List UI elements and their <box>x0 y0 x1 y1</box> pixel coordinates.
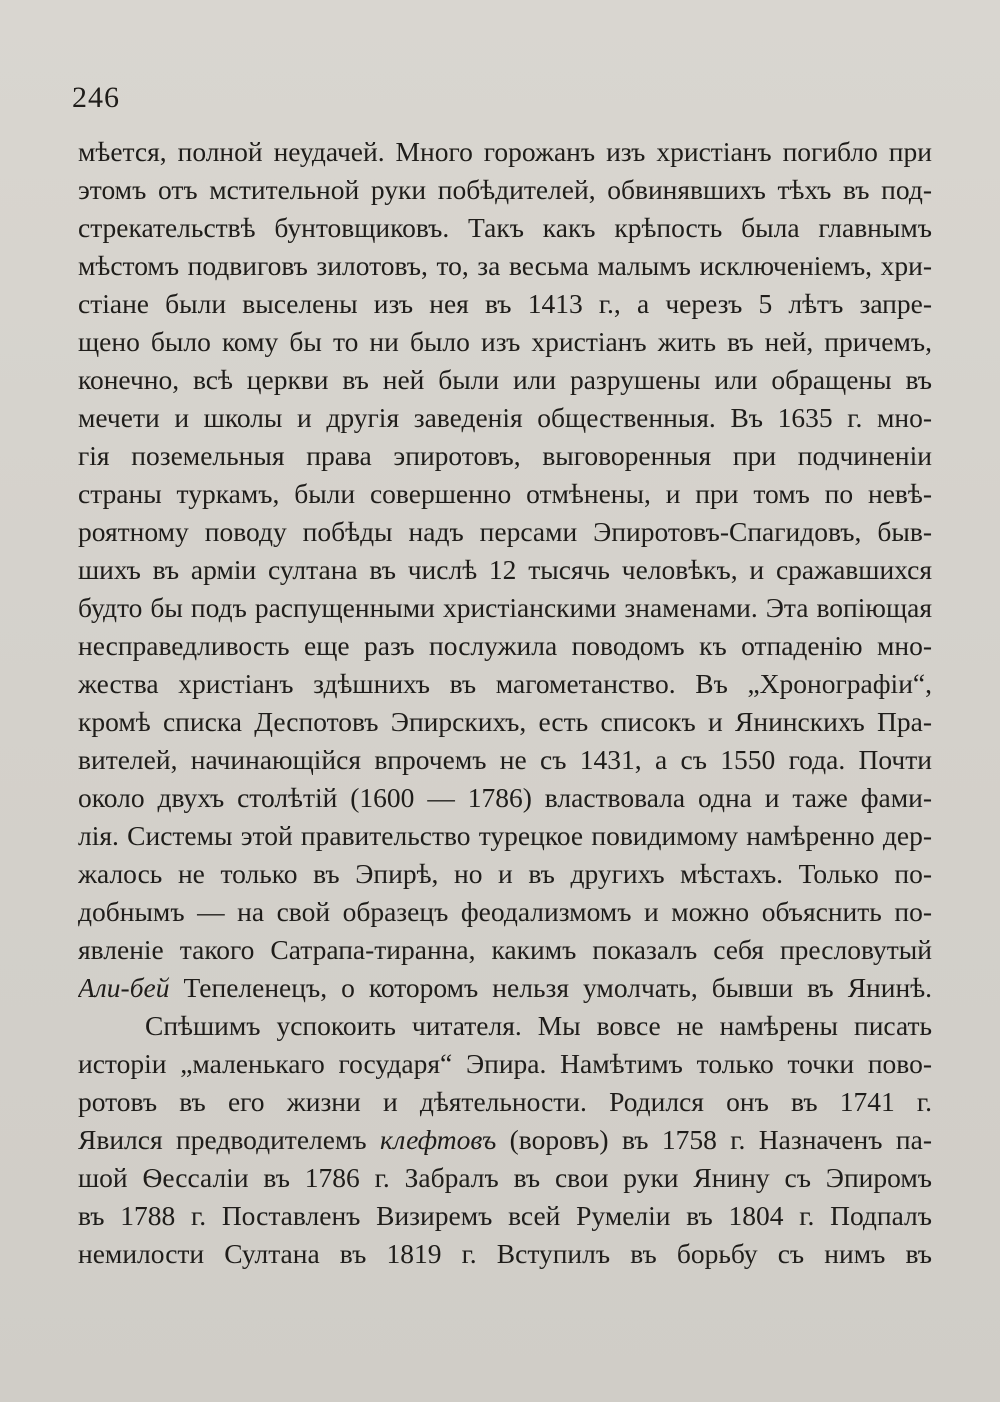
text-line <box>78 968 932 1008</box>
text-line: въ 1788 г. Поставленъ Визиремъ всей Румеліи въ 1804 г. Подпалъ <box>78 1200 932 1231</box>
text-line: стіане были выселены изъ нея въ 1413 г., а черезъ 5 лѣтъ запре- <box>78 288 932 319</box>
text-line: около двухъ столѣтій (1600 — 1786) властвовала одна и таже фами- <box>78 782 932 813</box>
text-line: мѣстомъ подвиговъ зилотовъ, то, за весьма малымъ исключеніемъ, хри- <box>78 250 932 281</box>
text-line: шой Ѳессалiи въ 1786 г. Забралъ въ свои руки Янину съ Эпиромъ <box>78 1162 932 1193</box>
page-number: 246 <box>72 81 120 114</box>
text-line: кромѣ списка Деспотовъ Эпирскихъ, есть списокъ и Янинскихъ Пра- <box>78 706 932 737</box>
text-line: немилости Султана въ 1819 г. Вступилъ въ борьбу съ нимъ въ <box>78 1238 932 1269</box>
italic-term: клефтовъ <box>380 1124 497 1155</box>
text-line: страны туркамъ, были совершенно отмѣнены, и при томъ по невѣ- <box>78 478 932 509</box>
text-line: будто бы подъ распущенными христіанскими знаменами. Эта вопіющая <box>78 592 932 623</box>
text-line: явленіе такого Сатрапа-тиранна, какимъ показалъ себя пресловутый <box>78 934 932 965</box>
text-line: жества христіанъ здѣшнихъ въ магометанство. Въ „Хронографіи“, <box>78 668 932 699</box>
text-line: гія поземельныя права эпиротовъ, выговоренныя при подчиненіи <box>78 440 932 471</box>
italic-name: Али-бей <box>78 972 170 1003</box>
text-line: этомъ отъ мстительной руки побѣдителей, обвинявшихъ тѣхъ въ под- <box>78 174 932 205</box>
text-line: щено было кому бы то ни было изъ христіанъ жить въ ней, причемъ, <box>78 326 932 357</box>
text-line: роятному поводу побѣды надъ персами Эпиротовъ-Спагидовъ, быв- <box>78 516 932 547</box>
text-line: ротовъ въ его жизни и дѣятельности. Родился онъ въ 1741 г. <box>78 1086 932 1117</box>
text-line: шихъ въ арміи султана въ числѣ 12 тысячь человѣкъ, и сражавшихся <box>78 554 932 585</box>
text-line <box>78 1120 932 1160</box>
text-line: вителей, начинающійся впрочемъ не съ 1431, а съ 1550 года. Почти <box>78 744 932 775</box>
text-line: стрекательствѣ бунтовщиковъ. Такъ какъ крѣпость была главнымъ <box>78 212 932 243</box>
text-line: исторіи „маленькаго государя“ Эпира. Намѣтимъ только точки пово- <box>78 1048 932 1079</box>
text-line: несправедливость еще разъ послужила поводомъ къ отпаденію мно- <box>78 630 932 661</box>
text-line: мѣется, полной неудачей. Много горожанъ изъ христіанъ погибло при <box>78 136 932 167</box>
text-line: добнымъ — на свой образецъ феодализмомъ и можно объяснить по- <box>78 896 932 927</box>
text-run: Тепеленецъ, о которомъ нельзя умолчать, бывши въ Янинѣ. <box>169 972 932 1003</box>
text-line: жалось не только въ Эпирѣ, но и въ другихъ мѣстахъ. Только по- <box>78 858 932 889</box>
text-line: конечно, всѣ церкви въ ней были или разрушены или обращены въ <box>78 364 932 395</box>
text-line: лія. Системы этой правительство турецкое повидимому намѣренно дер- <box>78 820 932 851</box>
text-line: Спѣшимъ успокоить читателя. Мы вовсе не намѣрены писать <box>145 1010 932 1041</box>
text-run: (воровъ) въ 1758 г. Назначенъ па- <box>496 1124 932 1155</box>
text-line: мечети и школы и другія заведенія общественныя. Въ 1635 г. мно- <box>78 402 932 433</box>
text-run: Явился предводителемъ <box>78 1124 380 1155</box>
